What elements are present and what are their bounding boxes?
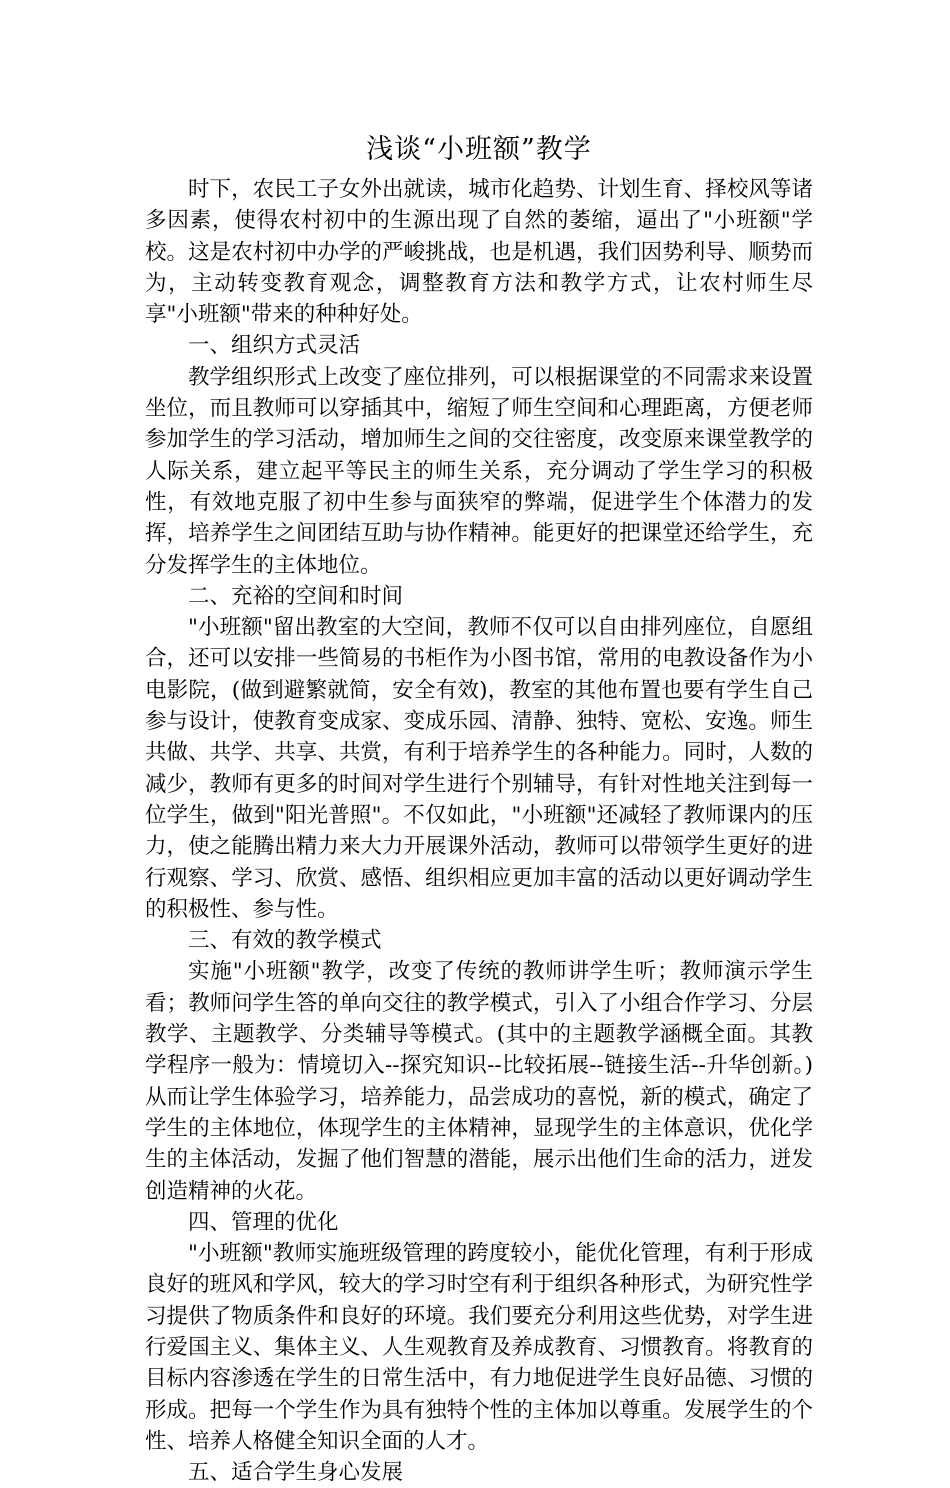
section-body-1: 教学组织形式上改变了座位排列，可以根据课堂的不同需求来设置坐位，而且教师可以穿插其中，缩短了师生空间和心理距离，方便老师参加学生的学习活动，增加师生之间的交往密度，改变原来课堂教学的人际关系，建立起平等民主的师生关系，充分调动了学生学习的积极性，有效地克服了初中生参与面狭窄的弊端，促进学生个体潜力的发挥，培养学生之间团结互助与协作精神。能更好的把课堂还给学生，充分发挥学生的主体地位。 xyxy=(145,364,813,578)
section-body-4: "小班额"教师实施班级管理的跨度较小，能优化管理，有利于形成良好的班风和学风，较大的学习时空有利于组织各种形式，为研究性学习提供了物质条件和良好的环境。我们要充分利用这些优势，对学生进行爱国主义、集体主义、人生观教育及养成教育、习惯教育。将教育的目标内容渗透在学生的日常生活中，有力地促进学生良好品德、习惯的形成。把每一个学生作为具有独特个性的主体加以尊重。发展学生的个性、培养人格健全知识全面的人才。 xyxy=(145,1241,813,1454)
document-title: 浅谈“小班额”教学 xyxy=(366,134,592,165)
intro-paragraph: 时下，农民工子女外出就读，城市化趋势、计划生育、择校风等诸多因素，使得农村初中的生源出现了自然的萎缩，逼出了"小班额"学校。这是农村初中办学的严峻挑战，也是机遇，我们因势利导、顺势而为，主动转变教育观念，调整教育方法和教学方式，让农村师生尽享"小班额"带来的种种好处。 xyxy=(145,177,813,328)
section-heading-2: 二、充裕的空间和时间 xyxy=(188,583,404,609)
document-body xyxy=(145,132,813,1488)
section-body-2: "小班额"留出教室的大空间，教师不仅可以自由排列座位，自愿组合，还可以安排一些简易的书柜作为小图书馆，常用的电教设备作为小电影院，(做到避繁就简，安全有效)，教室的其他布置也要有学生自己参与设计，使教育变成家、变成乐园、清静、独特、宽松、安逸。师生共做、共学、共享、共赏，有利于培养学生的各种能力。同时，人数的减少，教师有更多的时间对学生进行个别辅导，有针对性地关注到每一位学生，做到"阳光普照"。不仅如此，"小班额"还减轻了教师课内的压力，使之能腾出精力来大力开展课外活动，教师可以带领学生更好的进行观察、学习、欣赏、感悟、组织相应更加丰富的活动以更好调动学生的积极性、参与性。 xyxy=(145,615,813,922)
section-heading-1: 一、组织方式灵活 xyxy=(188,333,361,359)
section-body-3: 实施"小班额"教学，改变了传统的教师讲学生听；教师演示学生看；教师问学生答的单向交往的教学模式，引入了小组合作学习、分层教学、主题教学、分类辅导等模式。(其中的主题教学涵概全面。其教学程序一般为：情境切入--探究知识--比较拓展--链接生活--升华创新。)从而让学生体验学习，培养能力，品尝成功的喜悦，新的模式，确定了学生的主体地位，体现学生的主体精神，显现学生的主体意识，优化学生的主体活动，发掘了他们智慧的潜能，展示出他们生命的活力，迸发创造精神的火花。 xyxy=(145,959,813,1204)
section-heading-5: 五、适合学生身心发展 xyxy=(188,1460,404,1486)
section-heading-4: 四、管理的优化 xyxy=(188,1209,339,1235)
section-heading-3: 三、有效的教学模式 xyxy=(188,928,382,954)
